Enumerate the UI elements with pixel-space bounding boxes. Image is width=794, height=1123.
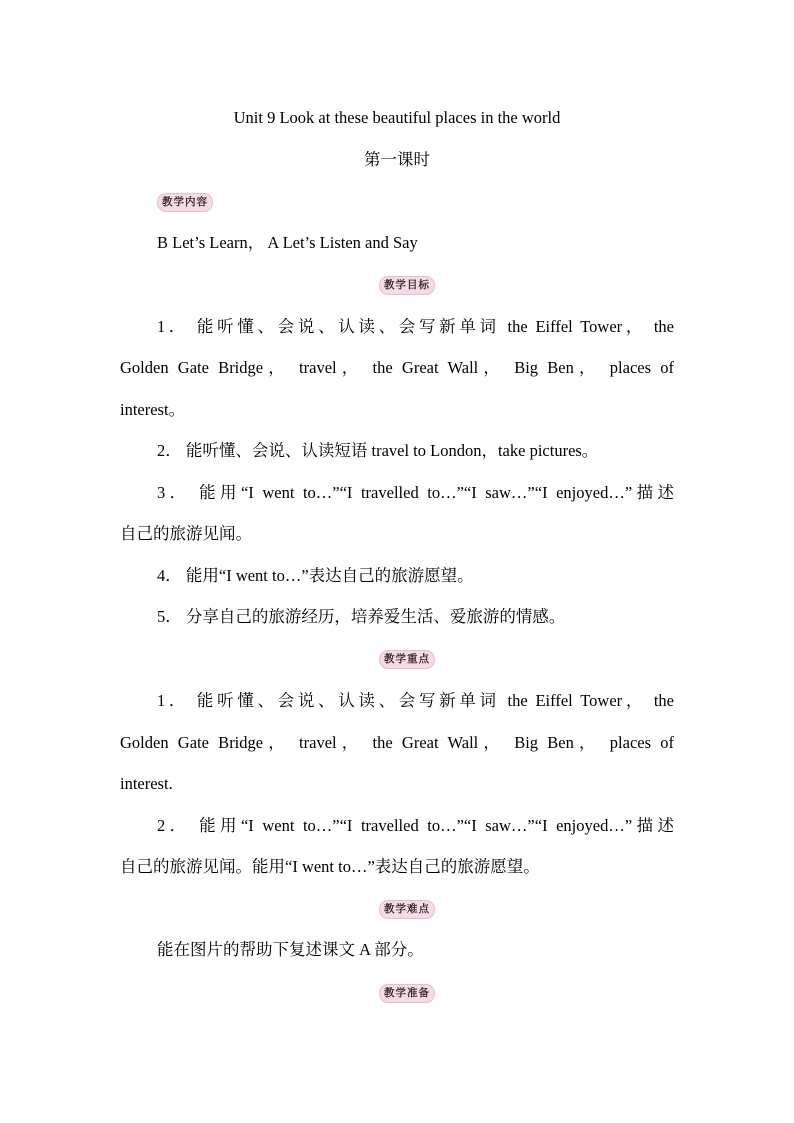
objective-2: 2． 能听懂、会说、认读短语 travel to London，take pictures。 [157,441,599,460]
objective-1-line-2: Golden Gate Bridge， travel， the Great Wall， Big Ben， places of [120,358,674,377]
section-label-difficulties: 教学难点 [379,900,435,919]
key-point-2-line-1: 2． 能用“I went to…”“I travelled to…”“I saw…”“I enjoyed…”描述 [157,816,674,835]
lesson-subtitle: 第一课时 [364,150,430,169]
objective-4: 4． 能用“I went to…”表达自己的旅游愿望。 [157,566,474,585]
key-point-1-line-2: Golden Gate Bridge， travel， the Great Wall， Big Ben， places of [120,733,674,752]
objective-1-line-3: interest。 [120,400,186,419]
section-label-content: 教学内容 [157,193,213,212]
objective-1-line-1: 1． 能听懂、会说、认读、会写新单词 the Eiffel Tower， the [157,317,674,336]
document-title: Unit 9 Look at these beautiful places in the world [233,108,561,127]
section-label-objectives: 教学目标 [379,276,435,295]
difficulties-text: 能在图片的帮助下复述课文 A 部分。 [157,940,424,959]
key-point-1-line-3: interest. [120,774,173,793]
objective-5: 5． 分享自己的旅游经历，培养爱生活、爱旅游的情感。 [157,607,566,626]
objective-3-line-1: 3． 能用“I went to…”“I travelled to…”“I saw…”“I enjoyed…”描述 [157,483,674,502]
key-point-2-line-2: 自己的旅游见闻。能用“I went to…”表达自己的旅游愿望。 [120,857,540,876]
content-text: B Let’s Learn， A Let’s Listen and Say [157,233,418,252]
section-label-preparation: 教学准备 [379,984,435,1003]
objective-3-line-2: 自己的旅游见闻。 [120,524,252,543]
key-point-1-line-1: 1． 能听懂、会说、认读、会写新单词 the Eiffel Tower， the [157,691,674,710]
section-label-key-points: 教学重点 [379,650,435,669]
